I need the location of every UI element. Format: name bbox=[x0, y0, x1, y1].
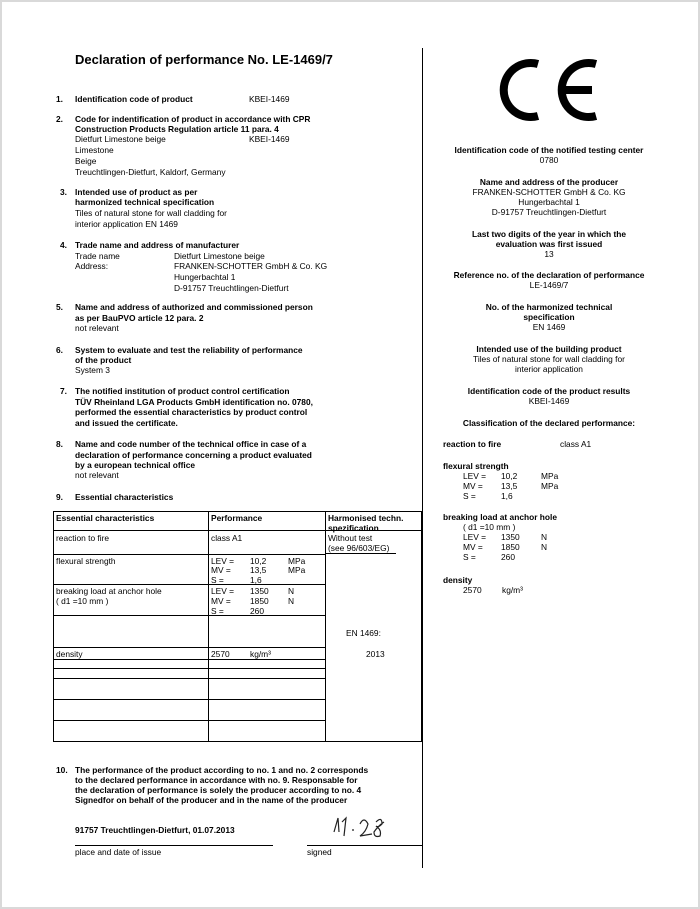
table-cell: 260 bbox=[250, 606, 264, 616]
harmonized-label: specification bbox=[523, 312, 575, 322]
address-line: Hungerbachtal 1 bbox=[174, 272, 236, 282]
essential-characteristics-table bbox=[53, 511, 422, 742]
table-cell: 1350 bbox=[250, 586, 269, 596]
section-value: Tiles of natural stone for wall cladding for bbox=[75, 208, 227, 218]
section-text: Name and code number of the technical office in case of a bbox=[75, 439, 307, 449]
year-label: Last two digits of the year in which the bbox=[471, 229, 627, 239]
section-text: and issued the certificate. bbox=[75, 418, 178, 428]
break-mv-label: MV = bbox=[463, 542, 483, 552]
section-value: KBEI-1469 bbox=[249, 134, 290, 144]
harmonized-value: EN 1469 bbox=[532, 322, 566, 332]
classification-label: Classification of the declared performance: bbox=[462, 418, 636, 428]
break-lev-unit: N bbox=[541, 532, 548, 542]
section-value: not relevant bbox=[75, 470, 119, 480]
section-text: declaration of performance concerning a product evaluated bbox=[75, 450, 312, 460]
break-mv-value: 1850 bbox=[501, 542, 520, 552]
break-s-value: 260 bbox=[501, 552, 515, 562]
place-date: 91757 Treuchtlingen-Dietfurt, 01.07.2013 bbox=[75, 825, 235, 835]
producer-label: Name and address of the producer bbox=[479, 177, 619, 187]
year-value: 13 bbox=[544, 249, 554, 259]
table-cell: 13,5 bbox=[250, 565, 267, 575]
signature bbox=[330, 812, 410, 842]
section-text: the declaration of performance is solely the producer according to no. 4 bbox=[75, 785, 362, 795]
section-text: TÜV Rheinland LGA Products GmbH identification no. 0780, bbox=[75, 397, 313, 407]
section-label: harmonized technical specification bbox=[75, 197, 215, 207]
section-number: 3. bbox=[60, 187, 67, 197]
breaking-sub: ( d1 =10 mm ) bbox=[463, 522, 516, 532]
reference-value: LE-1469/7 bbox=[529, 280, 569, 290]
table-header: Harmonised techn. bbox=[328, 513, 404, 523]
table-cell: EN 1469: bbox=[346, 628, 381, 638]
table-header: spezification bbox=[328, 523, 379, 533]
section-number: 4. bbox=[60, 240, 67, 250]
density-unit: kg/m³ bbox=[502, 585, 523, 595]
section-label: System to evaluate and test the reliability of performance bbox=[75, 345, 303, 355]
address-label: Address: bbox=[75, 261, 109, 271]
table-cell: 1,6 bbox=[250, 575, 262, 585]
test-center-label: Identification code of the notified testing center bbox=[454, 145, 644, 155]
results-value: KBEI-1469 bbox=[528, 396, 570, 406]
address-line: FRANKEN-SCHOTTER GmbH & Co. KG bbox=[174, 261, 328, 271]
section-label: of the product bbox=[75, 355, 132, 365]
table-cell: N bbox=[288, 586, 295, 596]
results-label: Identification code of the product results bbox=[467, 386, 631, 396]
table-cell: N bbox=[288, 596, 295, 606]
document-page bbox=[2, 2, 698, 907]
table-cell: class A1 bbox=[211, 533, 243, 543]
table-cell: 2570 bbox=[211, 649, 230, 659]
fire-value: class A1 bbox=[560, 439, 592, 449]
trade-name-label: Trade name bbox=[75, 251, 120, 261]
flex-mv-label: MV = bbox=[463, 481, 483, 491]
table-cell: MV = bbox=[211, 596, 231, 606]
table-cell: LEV = bbox=[211, 556, 235, 566]
ce-mark-icon bbox=[488, 54, 604, 124]
flexural-label: flexural strength bbox=[443, 461, 509, 471]
table-cell: flexural strength bbox=[56, 556, 116, 566]
table-cell: 1850 bbox=[250, 596, 269, 606]
place-date-label: place and date of issue bbox=[75, 847, 162, 857]
section-label: Name and address of authorized and commissioned person bbox=[75, 302, 313, 312]
table-cell: S = bbox=[211, 606, 224, 616]
ce-mark bbox=[488, 54, 604, 124]
test-center-value: 0780 bbox=[539, 155, 559, 165]
section-number: 5. bbox=[56, 302, 63, 312]
fire-label: reaction to fire bbox=[443, 439, 502, 449]
section-text: The performance of the product according to no. 1 and no. 2 corresponds bbox=[75, 765, 369, 775]
section-value: interior application EN 1469 bbox=[75, 219, 178, 229]
section-text: Signedfor on behalf of the producer and in the name of the producer bbox=[75, 795, 348, 805]
section-number: 6. bbox=[56, 345, 63, 355]
section-value: KBEI-1469 bbox=[249, 94, 290, 104]
table-cell: ( d1 =10 mm ) bbox=[56, 596, 109, 606]
table-cell: 2013 bbox=[366, 649, 385, 659]
section-label: Essential characteristics bbox=[75, 492, 174, 502]
table-header: Essential characteristics bbox=[56, 513, 155, 523]
flex-mv-unit: MPa bbox=[541, 481, 559, 491]
harmonized-label: No. of the harmonized technical bbox=[485, 302, 613, 312]
producer-line: FRANKEN-SCHOTTER GmbH & Co. KG bbox=[472, 187, 626, 197]
table-cell: breaking load at anchor hole bbox=[56, 586, 162, 596]
section-label: Identification code of product bbox=[75, 94, 193, 104]
table-cell: MV = bbox=[211, 565, 231, 575]
flex-lev-unit: MPa bbox=[541, 471, 559, 481]
section-label: Code for indentification of product in accordance with CPR bbox=[75, 114, 311, 124]
section-text: by a european technical office bbox=[75, 460, 196, 470]
section-number: 10. bbox=[56, 765, 68, 775]
table-cell: (see 96/603/EG) bbox=[328, 543, 390, 553]
table-cell: Without test bbox=[328, 533, 373, 543]
address-line: D-91757 Treuchtlingen-Dietfurt bbox=[174, 283, 289, 293]
page-title: Declaration of performance No. LE-1469/7 bbox=[75, 52, 333, 67]
section-number: 1. bbox=[56, 94, 63, 104]
table-cell: 10,2 bbox=[250, 556, 267, 566]
section-number: 9. bbox=[56, 492, 63, 502]
intended-use-value: interior application bbox=[515, 364, 583, 374]
break-lev-value: 1350 bbox=[501, 532, 520, 542]
section-value: Beige bbox=[75, 156, 97, 166]
section-value: Limestone bbox=[75, 145, 114, 155]
section-label: as per BauPVO article 12 para. 2 bbox=[75, 313, 204, 323]
trade-name-value: Dietfurt Limestone beige bbox=[174, 251, 265, 261]
table-cell: S = bbox=[211, 575, 224, 585]
section-label: Trade name and address of manufacturer bbox=[75, 240, 240, 250]
producer-line: Hungerbachtal 1 bbox=[518, 197, 580, 207]
section-label: Construction Products Regulation article 11 para. 4 bbox=[75, 124, 279, 134]
place-date-line bbox=[75, 845, 273, 846]
density-value: 2570 bbox=[463, 585, 482, 595]
flex-s-label: S = bbox=[463, 491, 476, 501]
producer-line: D-91757 Treuchtlingen-Dietfurt bbox=[491, 207, 607, 217]
section-number: 2. bbox=[56, 114, 63, 124]
flex-s-value: 1,6 bbox=[501, 491, 513, 501]
flex-lev-value: 10,2 bbox=[501, 471, 518, 481]
table-cell: density bbox=[56, 649, 83, 659]
section-text: performed the essential characteristics by product control bbox=[75, 407, 308, 417]
break-mv-unit: N bbox=[541, 542, 548, 552]
section-text: The notified institution of product control certification bbox=[75, 386, 290, 396]
section-number: 8. bbox=[56, 439, 63, 449]
table-cell: MPa bbox=[288, 556, 306, 566]
intended-use-label: Intended use of the building product bbox=[476, 344, 622, 354]
reference-label: Reference no. of the declaration of performance bbox=[453, 270, 645, 280]
flex-mv-value: 13,5 bbox=[501, 481, 518, 491]
section-number: 7. bbox=[60, 386, 67, 396]
table-cell: kg/m³ bbox=[250, 649, 271, 659]
section-value: System 3 bbox=[75, 365, 110, 375]
table-header: Performance bbox=[211, 513, 263, 523]
intended-use-value: Tiles of natural stone for wall cladding for bbox=[473, 354, 625, 364]
signature-line bbox=[307, 845, 422, 846]
break-lev-label: LEV = bbox=[463, 532, 487, 542]
section-value: not relevant bbox=[75, 323, 119, 333]
section-label: Intended use of product as per bbox=[75, 187, 198, 197]
signed-label: signed bbox=[307, 847, 332, 857]
table-cell: reaction to fire bbox=[56, 533, 110, 543]
section-value: Dietfurt Limestone beige bbox=[75, 134, 166, 144]
year-label: evaluation was first issued bbox=[495, 239, 603, 249]
table-cell: LEV = bbox=[211, 586, 235, 596]
table-cell: MPa bbox=[288, 565, 306, 575]
column-divider bbox=[422, 48, 423, 868]
breaking-label: breaking load at anchor hole bbox=[443, 512, 558, 522]
section-text: to the declared performance in accordance with no. 9. Responsable for bbox=[75, 775, 358, 785]
break-s-label: S = bbox=[463, 552, 476, 562]
flex-lev-label: LEV = bbox=[463, 471, 487, 481]
section-value: Treuchtlingen-Dietfurt, Kaldorf, Germany bbox=[75, 167, 226, 177]
density-label: density bbox=[443, 575, 473, 585]
